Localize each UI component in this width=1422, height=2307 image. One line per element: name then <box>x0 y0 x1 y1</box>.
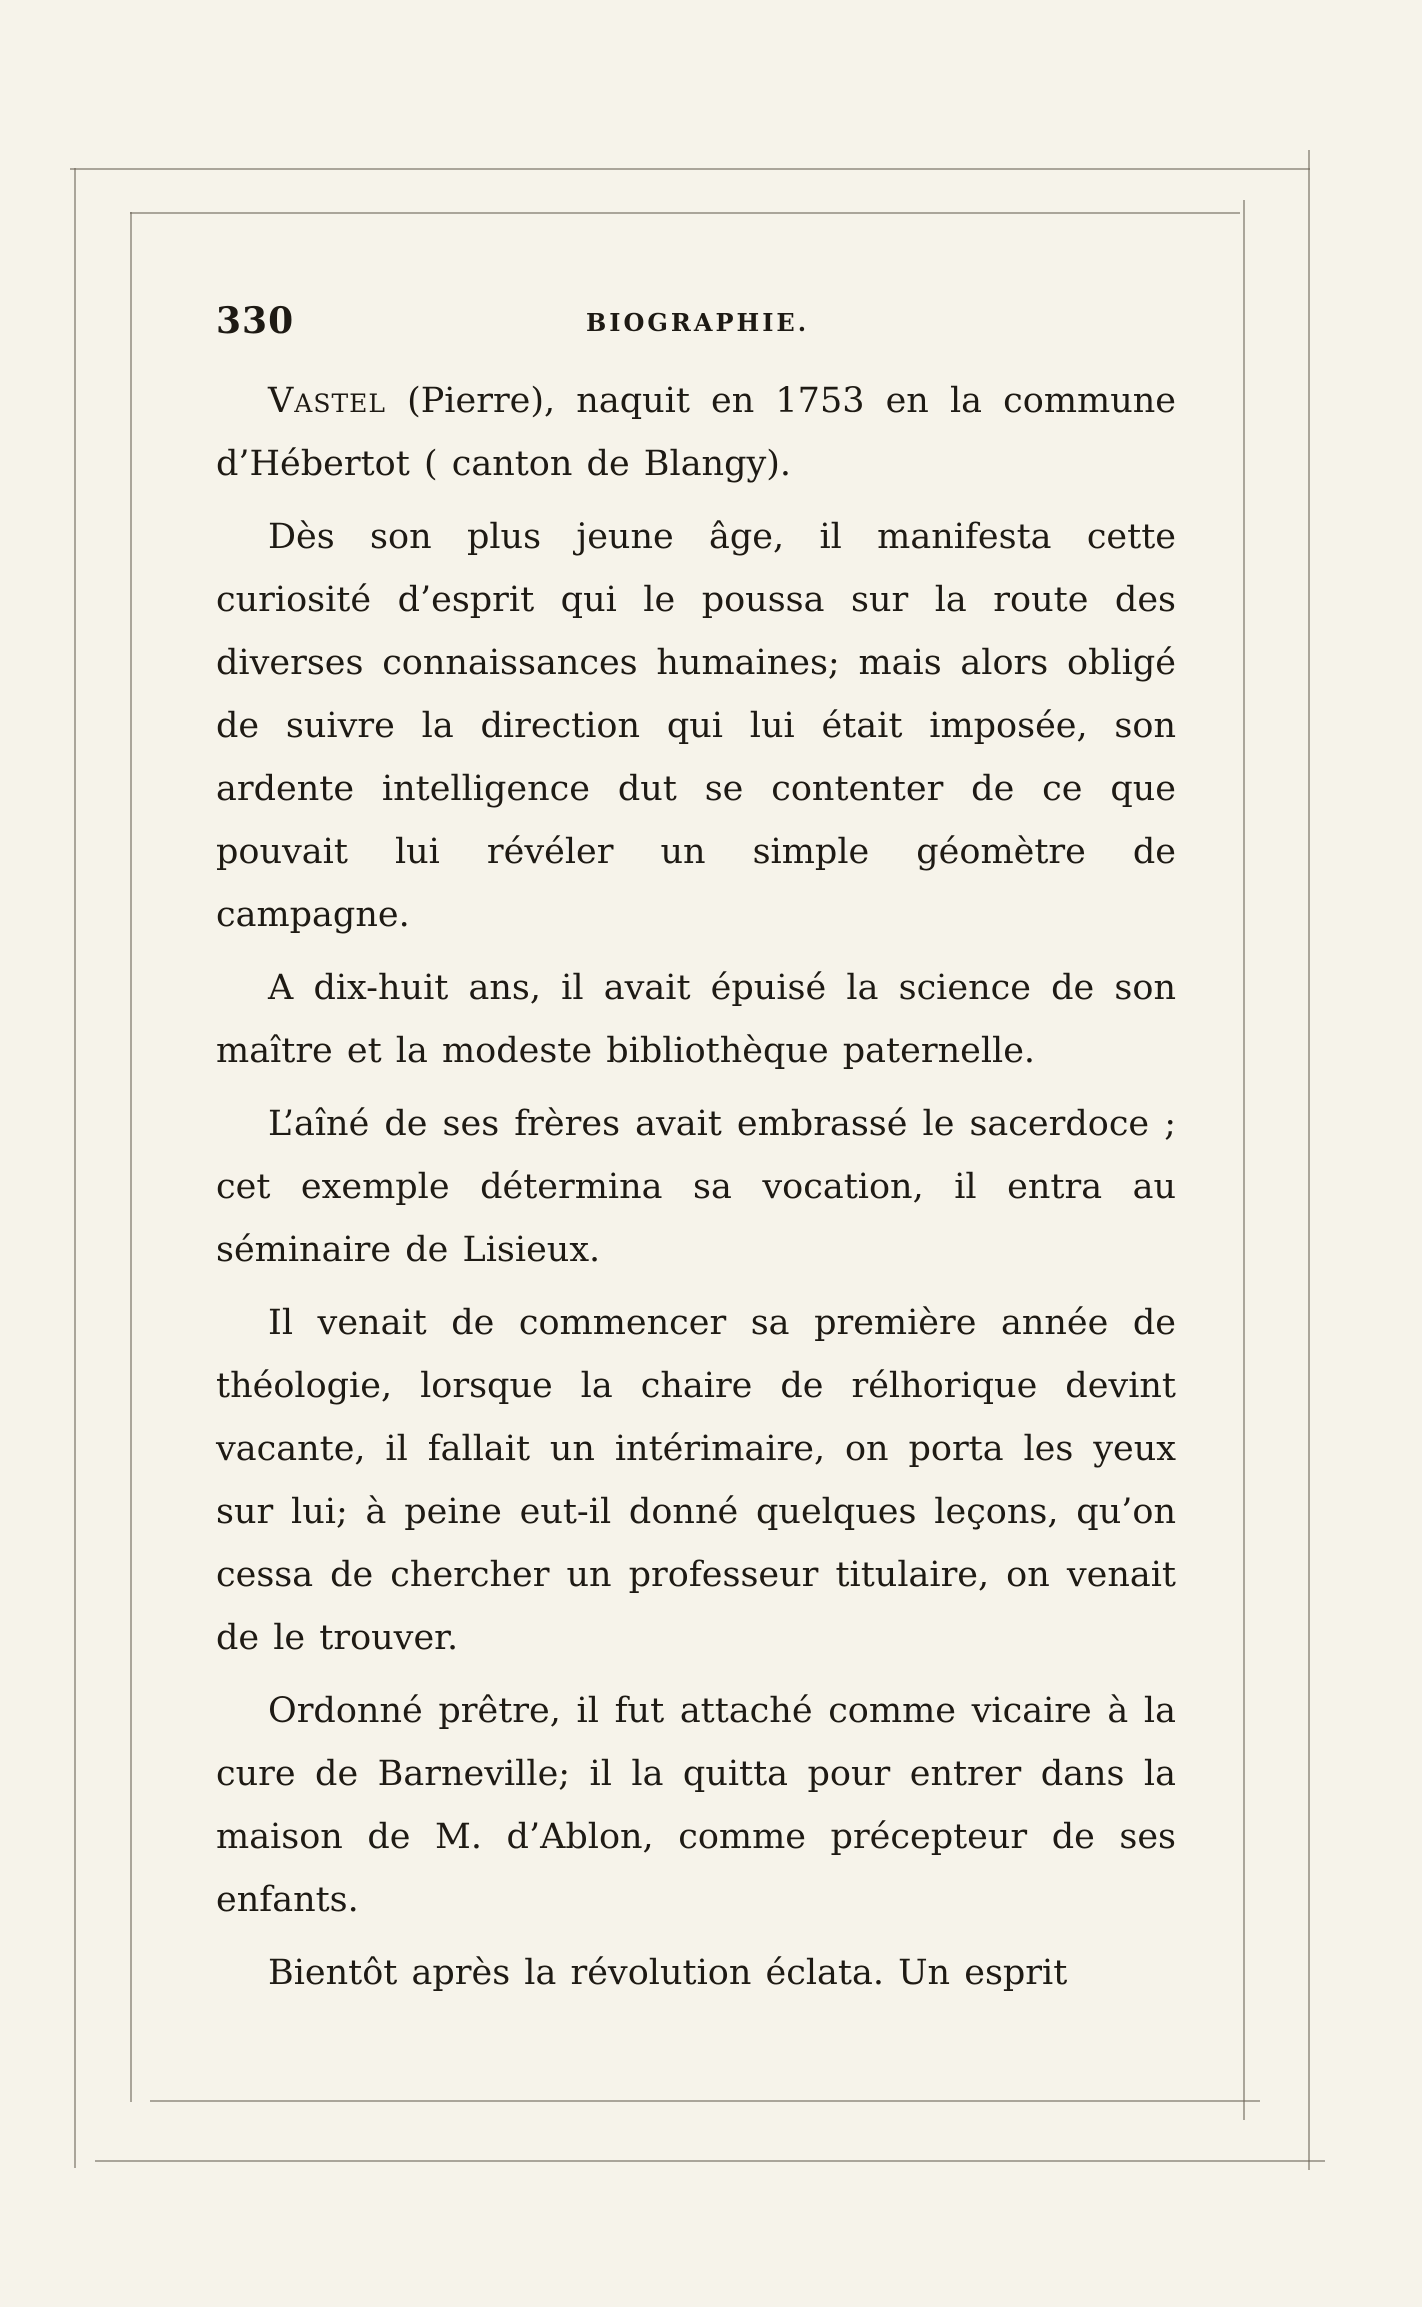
paragraph-eighteen: A dix-huit ans, il avait épuisé la science de son maître et la modeste bibliothèque paternelle. <box>216 968 1176 1071</box>
paragraph-intro-text: (Pierre), naquit en 1753 en la commune d’Hébertot ( canton de Blangy). <box>216 381 1176 484</box>
subject-name: Vastel <box>268 381 386 421</box>
paragraph-revolution: Bientôt après la révolution éclata. Un esprit <box>268 1953 1068 1993</box>
paragraph-priest: Ordonné prêtre, il fut attaché comme vicaire à la cure de Barneville; il la quitta pour entrer dans la maison de M. d’Ablon, comme précepteur de ses enfants. <box>216 1691 1176 1920</box>
page-edge-top-outer <box>70 168 1310 170</box>
page-header <box>216 300 1176 350</box>
page-edge-right-inner <box>1243 200 1245 2120</box>
page-edge-bottom-outer <box>95 2160 1325 2162</box>
page-edge-right-outer <box>1308 150 1310 2170</box>
page-edge-bottom-inner <box>150 2100 1260 2102</box>
running-head: BIOGRAPHIE. <box>586 308 810 337</box>
page-edge-top-inner <box>130 212 1240 214</box>
body-text <box>216 370 1176 2005</box>
paragraph-childhood: Dès son plus jeune âge, il manifesta cette curiosité d’esprit qui le poussa sur la route des diverses connaissances humaines; mais alors obligé de suivre la direction qui lui était imposée, son ardente intelligence dut se contenter de ce que pouvait lui révéler un simple géomètre de campagne. <box>216 517 1176 935</box>
paragraph-seminary: L’aîné de ses frères avait embrassé le sacerdoce ; cet exemple détermina sa vocation, il entra au séminaire de Lisieux. <box>216 1104 1176 1270</box>
page-edge-left-inner <box>130 212 132 2102</box>
page-number: 330 <box>216 300 295 342</box>
paragraph-intro <box>216 370 1176 496</box>
paragraph-theology: Il venait de commencer sa première année de théologie, lorsque la chaire de rélhorique devint vacante, il fallait un intérimaire, on porta les yeux sur lui; à peine eut-il donné quelques leçons, qu’on cessa de chercher un professeur titulaire, on venait de le trouver. <box>216 1303 1176 1658</box>
page-edge-left-outer <box>74 168 76 2168</box>
